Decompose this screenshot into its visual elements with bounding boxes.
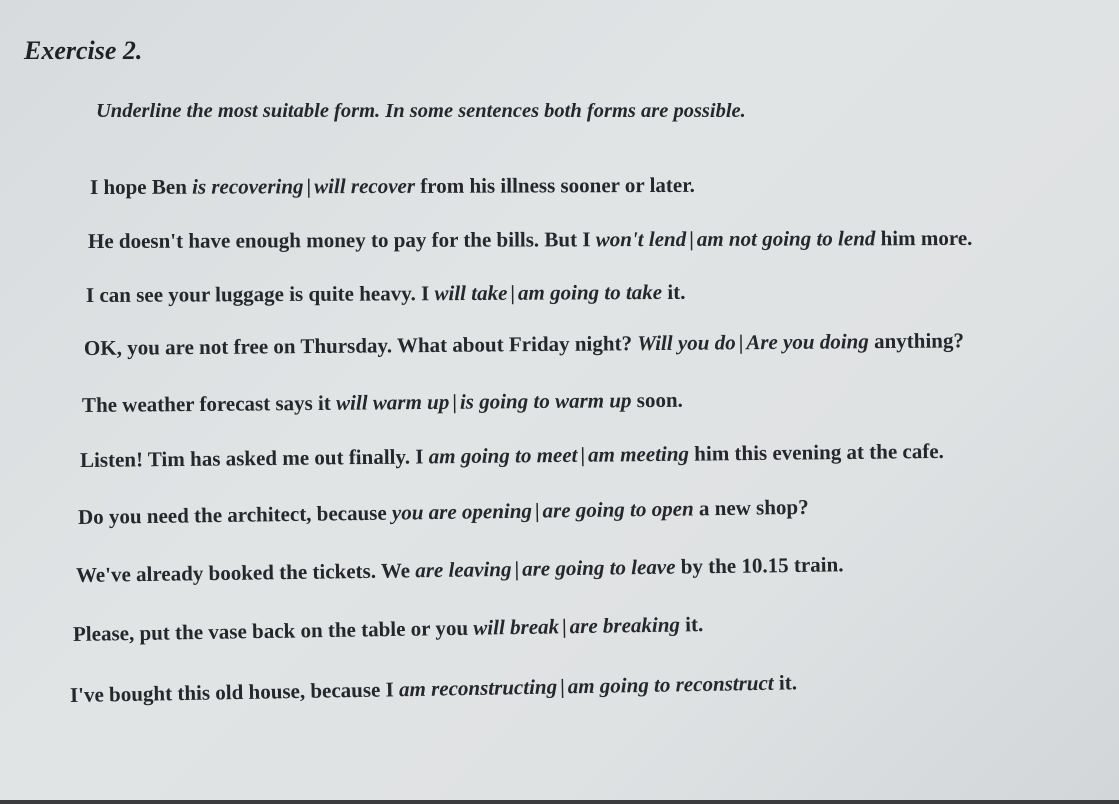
option-b: am going to take [517, 279, 663, 305]
sentence-text: from his illness sooner or later. [414, 172, 695, 198]
option-a: am reconstructing [398, 674, 558, 702]
option-separator: | [514, 556, 520, 581]
option-a: you are opening [391, 498, 533, 525]
option-b: am meeting [587, 441, 690, 467]
option-a: will break [473, 614, 560, 640]
option-a: Will you do [637, 330, 736, 356]
option-separator: | [738, 330, 744, 355]
sentence-7 [78, 495, 809, 530]
option-a: are leaving [415, 556, 512, 583]
option-separator: | [534, 498, 540, 523]
option-b: are breaking [569, 612, 681, 639]
sentence-2 [88, 226, 972, 254]
option-b: am not going to lend [696, 226, 876, 251]
option-separator: | [510, 280, 516, 305]
sentence-text: We've already booked the tickets. We [75, 558, 416, 587]
sentence-5 [82, 388, 683, 418]
sentence-text: it. [773, 670, 798, 695]
sentence-6 [80, 439, 944, 473]
option-a: am going to meet [428, 442, 578, 469]
sentence-text: I've bought this old house, because I [69, 677, 400, 707]
sentence-text: him this evening at the cafe. [688, 438, 944, 466]
sentence-text: him more. [875, 225, 973, 251]
sentence-10 [70, 670, 797, 708]
sentence-4 [84, 328, 964, 361]
option-a: will take [434, 280, 508, 306]
sentence-text: by the 10.15 train. [675, 552, 844, 579]
sentence-3 [86, 280, 686, 308]
option-a: won't lend [595, 226, 687, 252]
sentence-text: He doesn't have enough money to pay for the bills. But I [87, 227, 596, 253]
option-a: will warm up [335, 389, 450, 415]
sentence-text: it. [679, 612, 704, 637]
sentence-text: The weather forecast says it [81, 390, 337, 417]
sentence-1 [90, 173, 695, 200]
sentence-text: Listen! Tim has asked me out finally. I [79, 444, 429, 472]
sentence-9 [73, 612, 704, 647]
option-b: will recover [314, 173, 416, 199]
option-b: am going to reconstruct [567, 670, 774, 699]
option-a: is recovering [192, 174, 304, 199]
sentence-text: a new shop? [693, 494, 809, 521]
option-separator: | [561, 614, 567, 639]
exercise-instruction: Underline the most suitable form. In some sentences both forms are possible. [96, 100, 746, 122]
option-b: are going to leave [521, 554, 676, 581]
exercise-title: Exercise 2. [24, 36, 143, 65]
sentence-text: I hope Ben [89, 174, 193, 199]
option-separator: | [559, 674, 565, 699]
option-b: are going to open [542, 496, 694, 523]
sentence-8 [76, 552, 844, 588]
sentence-text: soon. [631, 387, 683, 413]
sentence-text: I can see your luggage is quite heavy. I [85, 281, 435, 307]
option-separator: | [306, 174, 312, 199]
page-bottom-edge [0, 800, 1119, 804]
option-separator: | [689, 226, 694, 251]
sentence-text: OK, you are not free on Thursday. What about Friday night? [83, 331, 638, 360]
sentence-text: Please, put the vase back on the table or you [72, 615, 474, 646]
option-separator: | [452, 389, 458, 414]
sentence-text: it. [662, 279, 686, 304]
sentence-text: Do you need the architect, because [77, 500, 393, 529]
option-b: Are you doing [746, 329, 869, 355]
option-separator: | [580, 442, 586, 467]
sentence-text: anything? [868, 328, 965, 354]
option-b: is going to warm up [459, 388, 632, 414]
